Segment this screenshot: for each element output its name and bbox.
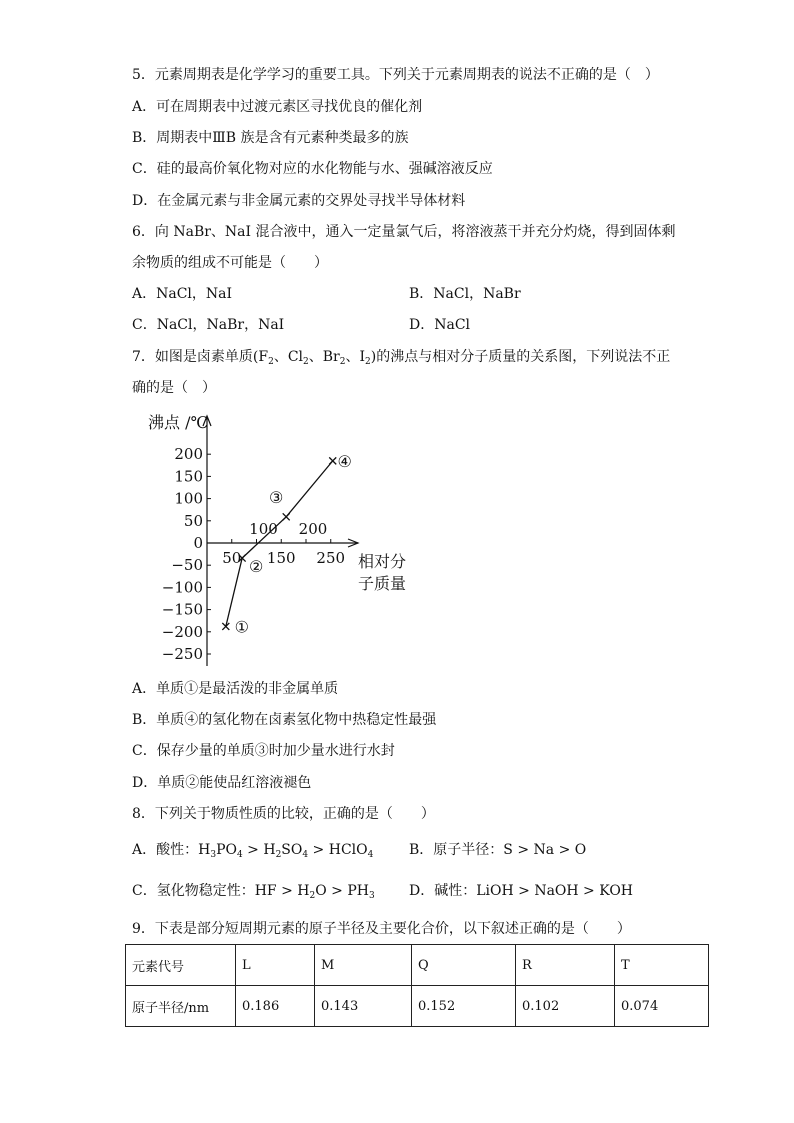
table-cell: Q bbox=[412, 945, 516, 986]
boiling-point-chart bbox=[140, 404, 440, 676]
q6-option-b: B．NaCl，NaBr bbox=[409, 286, 521, 302]
y-tick-label: −250 bbox=[161, 645, 203, 663]
radius-formula: S > Na > O bbox=[503, 842, 587, 858]
q6-stem-line2: 余物质的组成不可能是（ ） bbox=[132, 255, 328, 271]
q6-option-d: D．NaCl bbox=[409, 317, 471, 333]
table-cell: 原子半径/nm bbox=[126, 986, 236, 1027]
x-tick-label: 100 bbox=[249, 520, 278, 538]
q7-option-c: C．保存少量的单质③时加少量水进行水封 bbox=[132, 743, 395, 759]
q5-stem: 5．元素周期表是化学学习的重要工具。下列关于元素周期表的说法不正确的是（ ） bbox=[132, 67, 659, 83]
q8-option-b: B．原子半径：S > Na > O bbox=[409, 842, 587, 858]
table-cell: 0.102 bbox=[516, 986, 615, 1027]
y-tick-label: 150 bbox=[174, 467, 203, 486]
q5-option-b: B．周期表中ⅢB 族是含有元素种类最多的族 bbox=[132, 130, 409, 146]
data-point-marker bbox=[329, 457, 336, 464]
x-axis-label: 相对分 bbox=[358, 552, 407, 571]
y-tick-label: 0 bbox=[193, 534, 203, 552]
y-tick-label: −50 bbox=[171, 556, 203, 575]
q6-stem-line1: 6．向 NaBr、NaI 混合液中，通入一定量氯气后，将溶液蒸干并充分灼烧，得到固体剩 bbox=[132, 224, 676, 240]
q5-option-a: A．可在周期表中过渡元素区寻找优良的催化剂 bbox=[132, 99, 423, 115]
q8-option-d: D．碱性：LiOH > NaOH > KOH bbox=[409, 883, 634, 899]
y-axis-label: 沸点 /℃ bbox=[148, 413, 209, 432]
q7-option-a: A．单质①是最活泼的非金属单质 bbox=[132, 681, 339, 697]
table-row bbox=[126, 986, 709, 1027]
table-cell: T bbox=[615, 945, 709, 986]
y-tick-label: −200 bbox=[161, 622, 203, 641]
table-cell: R bbox=[516, 945, 615, 986]
y-tick-label: 200 bbox=[174, 445, 203, 464]
q7-stem-prefix: 7．如图是卤素单质( bbox=[132, 349, 259, 365]
table-cell: 0.152 bbox=[412, 986, 516, 1027]
q8-stem: 8．下列关于物质性质的比较，正确的是（ ） bbox=[132, 806, 435, 822]
q7-stem-suffix: )的沸点与相对分子质量的关系图，下列说法不正 bbox=[370, 349, 671, 365]
table-cell: 0.186 bbox=[236, 986, 315, 1027]
basicity-formula: LiOH > NaOH > KOH bbox=[476, 883, 634, 899]
data-point-marker bbox=[283, 513, 290, 520]
table-cell: 0.143 bbox=[315, 986, 412, 1027]
q6-option-a: A．NaCl，NaI bbox=[132, 286, 233, 302]
x-tick-label: 50 bbox=[222, 549, 242, 567]
q6-option-c: C．NaCl，NaBr，NaI bbox=[132, 317, 285, 333]
acidity-formula: $H_3PO_4 > H_2SO_4$ > HClO$_4$ bbox=[198, 842, 374, 860]
halogen-i2: $I_2$ bbox=[359, 349, 371, 367]
y-tick-label: −100 bbox=[161, 578, 203, 597]
x-axis-label: 子质量 bbox=[358, 574, 407, 593]
q7-stem-line1 bbox=[132, 347, 670, 372]
x-tick-label: 200 bbox=[298, 520, 328, 538]
q7-option-b: B．单质④的氢化物在卤素氢化物中热稳定性最强 bbox=[132, 712, 437, 728]
q8-option-a: A．酸性：$H_3PO_4 > H_2SO_4$ > HClO$_4$ bbox=[132, 842, 374, 860]
data-point-label: ④ bbox=[337, 451, 352, 471]
q5-option-d: D．在金属元素与非金属元素的交界处寻找半导体材料 bbox=[132, 193, 466, 209]
element-table bbox=[125, 944, 709, 1027]
q8-option-c: C．氢化物稳定性：HF > $H_2O > PH_3$ bbox=[132, 883, 375, 901]
data-point-label: ② bbox=[248, 557, 264, 577]
table-cell: L bbox=[236, 945, 315, 986]
data-line bbox=[226, 461, 333, 627]
q9-stem: 9．下表是部分短周期元素的原子半径及主要化合价，以下叙述正确的是（ ） bbox=[132, 921, 631, 937]
table-cell: M bbox=[315, 945, 412, 986]
halogen-br2: $Br_2$、 bbox=[322, 349, 360, 367]
y-tick-label: −150 bbox=[161, 600, 203, 619]
q7-stem-line2: 确的是（ ） bbox=[132, 380, 216, 396]
y-tick-label: 50 bbox=[183, 511, 203, 530]
q5-option-c: C．硅的最高价氧化物对应的水化物能与水、强碱溶液反应 bbox=[132, 161, 493, 177]
table-cell: 0.074 bbox=[615, 986, 709, 1027]
x-tick-label: 150 bbox=[266, 549, 296, 567]
data-point-label: ① bbox=[234, 617, 249, 637]
halogen-cl2: $Cl_2$、 bbox=[287, 349, 323, 367]
table-header-row bbox=[126, 945, 709, 986]
table-cell: 元素代号 bbox=[126, 945, 236, 986]
data-point-label: ③ bbox=[269, 487, 284, 507]
y-tick-label: 100 bbox=[174, 489, 203, 508]
x-tick-label: 250 bbox=[316, 549, 346, 567]
q7-option-d: D．单质②能使品红溶液褪色 bbox=[132, 775, 312, 791]
halogen-f2: $F_2$、 bbox=[258, 349, 288, 367]
hydride-stability-formula: HF > $H_2O > PH_3$ bbox=[254, 883, 375, 901]
